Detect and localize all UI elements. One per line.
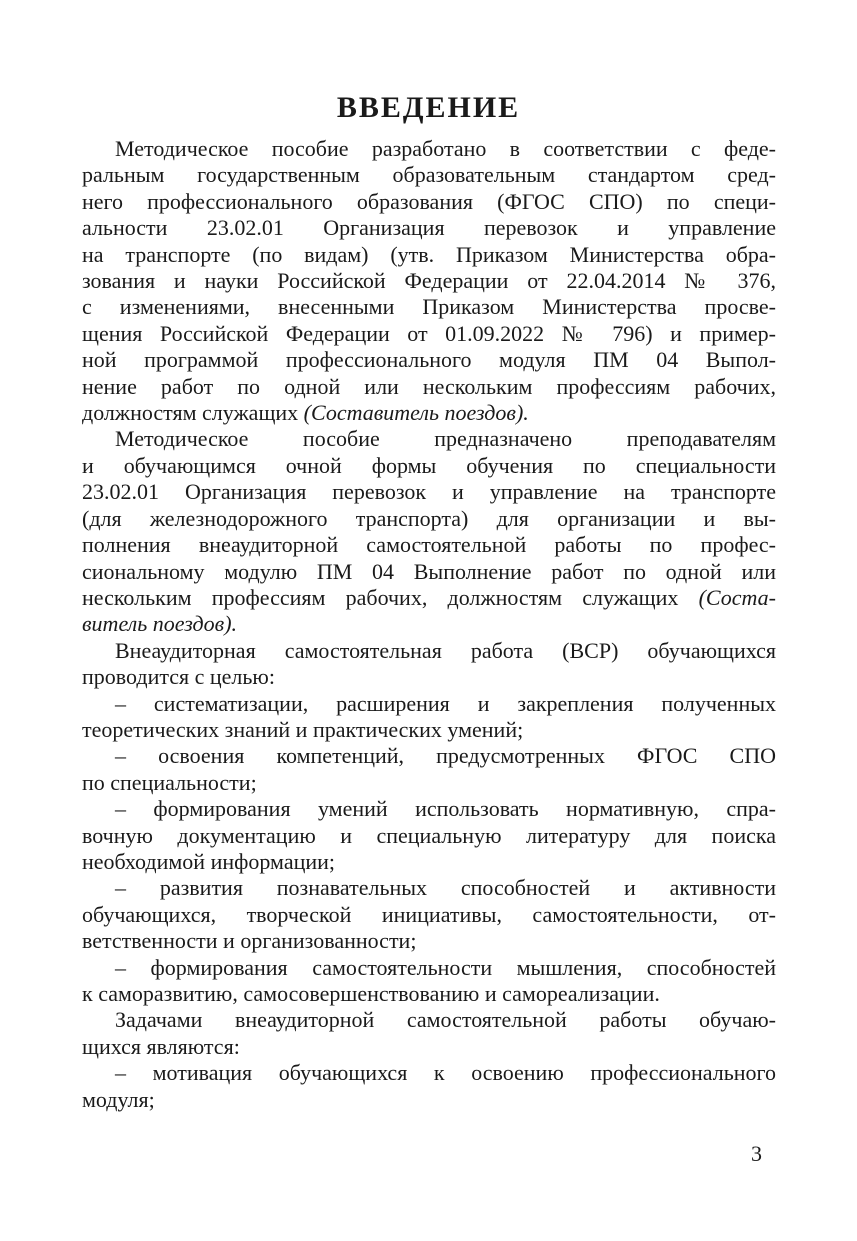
text-line [82,294,776,320]
text-line [82,347,776,373]
text-line [82,374,776,400]
text-line [82,770,776,796]
text-line [82,506,776,532]
text-line [82,453,776,479]
text-line [82,189,776,215]
text-line [82,638,776,664]
text-segment: к саморазвитию, самосовершенствованию и самореализации. [82,981,660,1006]
text-line [82,796,776,822]
page-title: ВВЕДЕНИЕ [336,91,521,124]
text-segment: Внеаудиторная самостоятельная работа (ВСР) обучающихся [115,637,776,663]
text-line [82,1034,776,1060]
text-line [82,136,776,162]
text-line [82,1060,776,1086]
italic-text-segment: (Соста- [698,584,776,610]
text-line [82,479,776,505]
text-line [82,664,776,690]
text-line [82,743,776,769]
text-segment: – формирования самостоятельности мышления, способностей [115,954,776,980]
text-line [82,400,776,426]
text-segment: (для железнодорожного транспорта) для организации и вы- [82,505,776,531]
text-segment: ветственности и организованности; [82,928,417,954]
text-segment: – систематизации, расширения и закрепления полученных [115,690,776,716]
page-number: 3 [751,1141,762,1166]
text-line [82,426,776,452]
text-segment: нескольким профессиям рабочих, должностям служащих [82,584,699,610]
text-line [82,585,776,611]
text-line [82,268,776,294]
text-line [82,849,776,875]
text-line [82,928,776,954]
text-segment: обучающихся, творческой инициативы, самостоятельности, от- [82,901,776,927]
text-segment: сиональному модулю ПМ 04 Выполнение работ по одной или [82,558,776,584]
text-segment: него профессионального образования (ФГОС СПО) по специ- [82,188,776,214]
text-line [82,1007,776,1033]
text-segment: проводится с целью: [82,664,275,690]
text-line [82,717,776,743]
text-line [82,559,776,585]
text-line [82,242,776,268]
text-segment: щения Российской Федерации от 01.09.2022 № 796) и пример- [82,320,776,346]
text-segment: альности 23.02.01 Организация перевозок и управление [82,215,776,241]
text-line [82,1087,776,1113]
text-segment: Методическое пособие разработано в соответствии с феде- [115,136,776,161]
text-segment: – развития познавательных способностей и активности [115,875,776,901]
text-segment: на транспорте (по видам) (утв. Приказом Министерства обра- [82,241,776,267]
text-segment: ральным государственным образовательным стандартом сред- [82,162,776,188]
bullet-paragraph [82,691,776,744]
text-segment: – мотивация обучающихся к освоению профессионального [115,1060,776,1086]
paragraph [82,136,776,426]
paragraph [82,638,776,691]
text-segment: 23.02.01 Организация перевозок и управление на транспорте [82,479,776,505]
text-segment: должностям служащих [82,400,304,426]
text-segment: щихся являются: [82,1033,240,1059]
text-segment: необходимой информации; [82,848,336,874]
paragraph [82,1007,776,1060]
text-segment: полнения внеаудиторной самостоятельной работы по профес- [82,532,776,558]
text-line [82,823,776,849]
text-segment: нение работ по одной или нескольким профессиям рабочих, [82,373,776,399]
text-line [82,902,776,928]
text-line [82,215,776,241]
text-segment: и обучающимся очной формы обучения по специальности [82,452,776,478]
paragraph [82,426,776,637]
text-segment: с изменениями, внесенными Приказом Министерства просве- [82,294,776,320]
text-segment: по специальности; [82,769,257,795]
text-segment: Задачами внеаудиторной самостоятельной работы обучаю- [115,1007,776,1033]
text-segment: ной программой профессионального модуля ПМ 04 Выпол- [82,347,776,373]
italic-text-segment: (Составитель поездов). [303,400,529,426]
text-line [82,611,776,637]
text-segment: – освоения компетенций, предусмотренных ФГОС СПО [115,743,776,769]
text-segment: – формирования умений использовать нормативную, спра- [115,796,776,822]
text-line [82,691,776,717]
text-line [82,955,776,981]
bullet-paragraph [82,796,776,875]
text-line [82,162,776,188]
text-segment: вочную документацию и специальную литературу для поиска [82,822,776,848]
text-line [82,981,776,1007]
document-body [82,136,776,1113]
bullet-paragraph [82,1060,776,1113]
bullet-paragraph [82,955,776,1008]
text-segment: теоретических знаний и практических умений; [82,716,524,742]
bullet-paragraph [82,743,776,796]
text-segment: модуля; [82,1086,155,1112]
text-line [82,532,776,558]
text-segment: Методическое пособие предназначено преподавателям [115,426,776,452]
bullet-paragraph [82,875,776,954]
text-line [82,321,776,347]
text-segment: зования и науки Российской Федерации от 22.04.2014 № 376, [82,268,776,294]
text-line [82,875,776,901]
italic-text-segment: витель поездов). [82,611,238,637]
